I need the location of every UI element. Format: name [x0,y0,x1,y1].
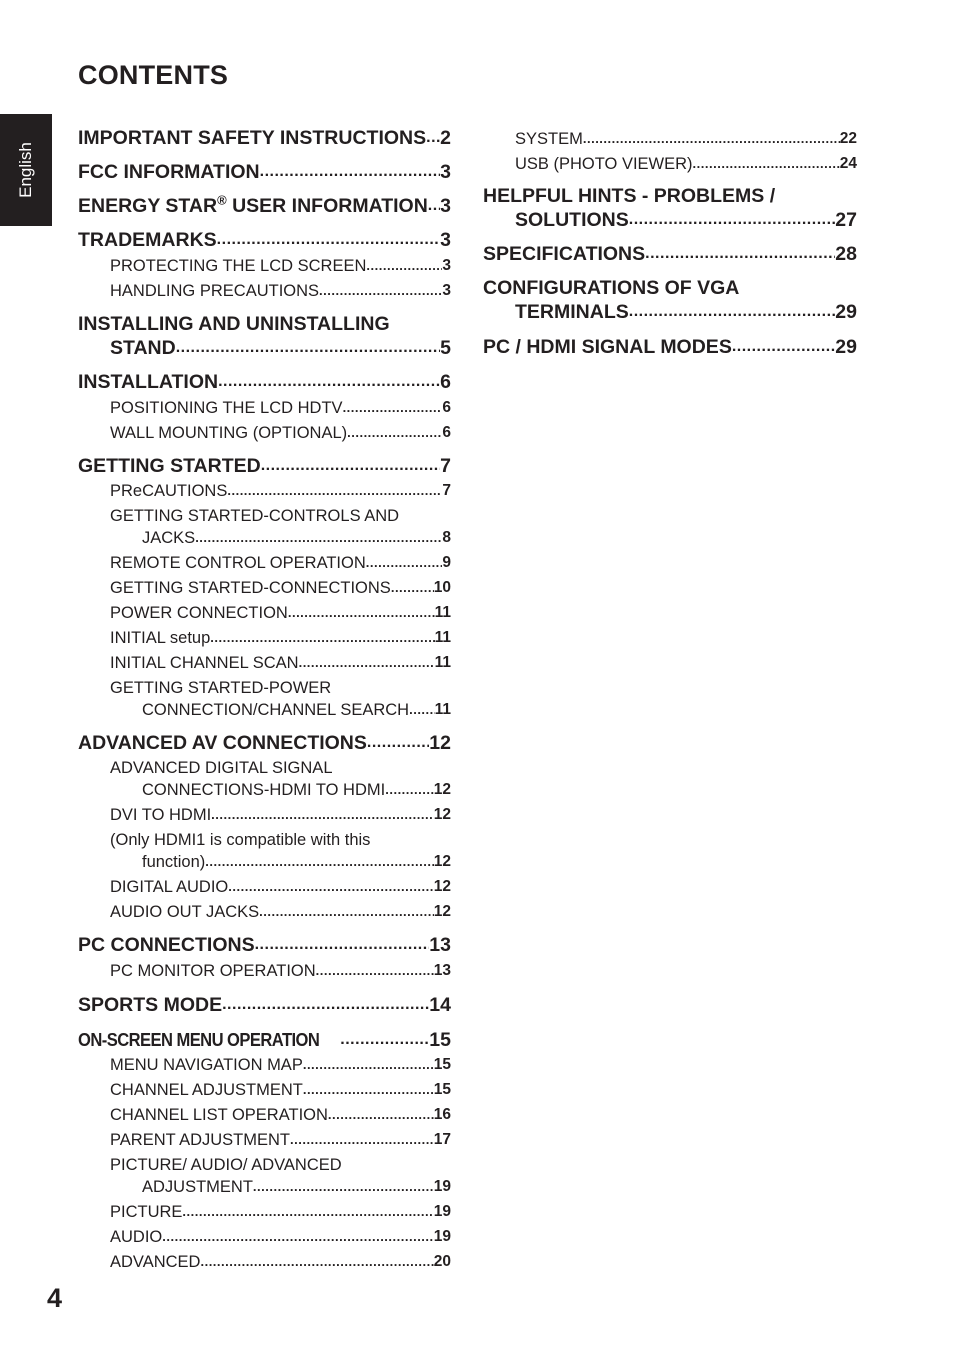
language-tab-label: English [16,142,35,198]
toc-subentry-parent-adjustment[interactable]: PARENT ADJUSTMENT ..... 17 [78,1129,451,1151]
toc-subentry-connections[interactable]: GETTING STARTED-CONNECTIONS ..... 10 [78,577,451,599]
toc-subentry-menu-navigation-map[interactable]: MENU NAVIGATION MAP ..... 15 [78,1054,451,1076]
toc-subentry-picture-audio-advanced[interactable]: PICTURE/ AUDIO/ ADVANCED ADJUSTMENT ..... 19 [78,1154,451,1198]
page-title: CONTENTS [78,60,229,90]
toc-subentry-power-connection[interactable]: POWER CONNECTION ..... 11 [78,602,451,624]
toc-subentry-precautions[interactable]: PReCAUTIONS ..... 7 [78,480,451,502]
toc-subentry-wall-mounting[interactable]: WALL MOUNTING (OPTIONAL) ..... 6 [78,422,451,444]
toc-subentry-power-channel-search[interactable]: GETTING STARTED-POWER CONNECTION/CHANNEL SEARCH ..... 11 [78,677,451,721]
language-tab [0,114,52,226]
toc-entry-signal-modes[interactable]: PC / HDMI SIGNAL MODES ..... 29 [483,335,857,359]
toc-entry-trademarks[interactable]: TRADEMARKS ..... 3 [78,228,451,252]
toc-subentry-handling-precautions[interactable]: HANDLING PRECAUTIONS ..... 3 [78,280,451,302]
toc-entry-on-screen-menu[interactable]: ON-SCREEN MENU OPERATION ..... 15 [78,1028,451,1052]
toc-subentry-protecting-lcd[interactable]: PROTECTING THE LCD SCREEN ..... 3 [78,255,451,277]
toc-entry-advanced-av[interactable]: ADVANCED AV CONNECTIONS ..... 12 [78,731,451,755]
toc-entry-fcc-information[interactable]: FCC INFORMATION ..... 3 [78,160,451,184]
toc-subentry-audio-out-jacks[interactable]: AUDIO OUT JACKS ..... 12 [78,901,451,923]
toc-subentry-initial-setup[interactable]: INITIAL setup ..... 11 [78,627,451,649]
toc-subentry-remote-control[interactable]: REMOTE CONTROL OPERATION ..... 9 [78,552,451,574]
toc-entry-pc-connections[interactable]: PC CONNECTIONS ..... 13 [78,933,451,957]
toc-subentry-system[interactable]: SYSTEM ..... 22 [483,128,857,150]
toc-entry-helpful-hints[interactable]: HELPFUL HINTS - PROBLEMS / SOLUTIONS ..... 27 [483,184,857,232]
toc-subentry-advanced[interactable]: ADVANCED ..... 20 [78,1251,451,1273]
toc-subentry-positioning[interactable]: POSITIONING THE LCD HDTV ..... 6 [78,397,451,419]
toc-subentry-dvi-to-hdmi[interactable]: DVI TO HDMI ..... 12 [78,804,451,826]
toc-subentry-controls-jacks[interactable]: GETTING STARTED-CONTROLS AND JACKS ..... 8 [78,505,451,549]
registered-mark: ® [217,192,227,208]
toc-subentry-digital-audio[interactable]: DIGITAL AUDIO ..... 12 [78,876,451,898]
toc-entry-important-safety[interactable]: IMPORTANT SAFETY INSTRUCTIONS ..... 2 [78,126,451,150]
toc-subentry-picture[interactable]: PICTURE ..... 19 [78,1201,451,1223]
toc-subentry-usb-photo-viewer[interactable]: USB (PHOTO VIEWER) ..... 24 [483,153,857,175]
toc-entry-installing-stand[interactable]: INSTALLING AND UNINSTALLING STAND ..... 5 [78,312,451,360]
toc-entry-vga-configurations[interactable]: CONFIGURATIONS OF VGA TERMINALS ..... 29 [483,276,857,324]
page-number: 4 [47,1283,63,1313]
toc-subentry-pc-monitor[interactable]: PC MONITOR OPERATION ..... 13 [78,960,451,982]
toc-subentry-hdmi1-compatible[interactable]: (Only HDMI1 is compatible with this function) ..... 12 [78,829,451,873]
toc-left-column [78,126,451,1273]
toc-entry-installation[interactable]: INSTALLATION ..... 6 [78,370,451,394]
toc-right-column [483,128,857,359]
toc-subentry-channel-adjustment[interactable]: CHANNEL ADJUSTMENT ..... 15 [78,1079,451,1101]
toc-entry-sports-mode[interactable]: SPORTS MODE ..... 14 [78,993,451,1017]
toc-subentry-audio[interactable]: AUDIO ..... 19 [78,1226,451,1248]
toc-subentry-channel-list[interactable]: CHANNEL LIST OPERATION ..... 16 [78,1104,451,1126]
toc-entry-specifications[interactable]: SPECIFICATIONS ..... 28 [483,242,857,266]
toc-entry-getting-started[interactable]: GETTING STARTED ..... 7 [78,454,451,478]
toc-subentry-hdmi-to-hdmi[interactable]: ADVANCED DIGITAL SIGNAL CONNECTIONS-HDMI TO HDMI ..... 12 [78,757,451,801]
toc-entry-energy-star[interactable]: ENERGY STAR® USER INFORMATION ..... 3 [78,194,451,218]
toc-subentry-initial-channel-scan[interactable]: INITIAL CHANNEL SCAN ..... 11 [78,652,451,674]
